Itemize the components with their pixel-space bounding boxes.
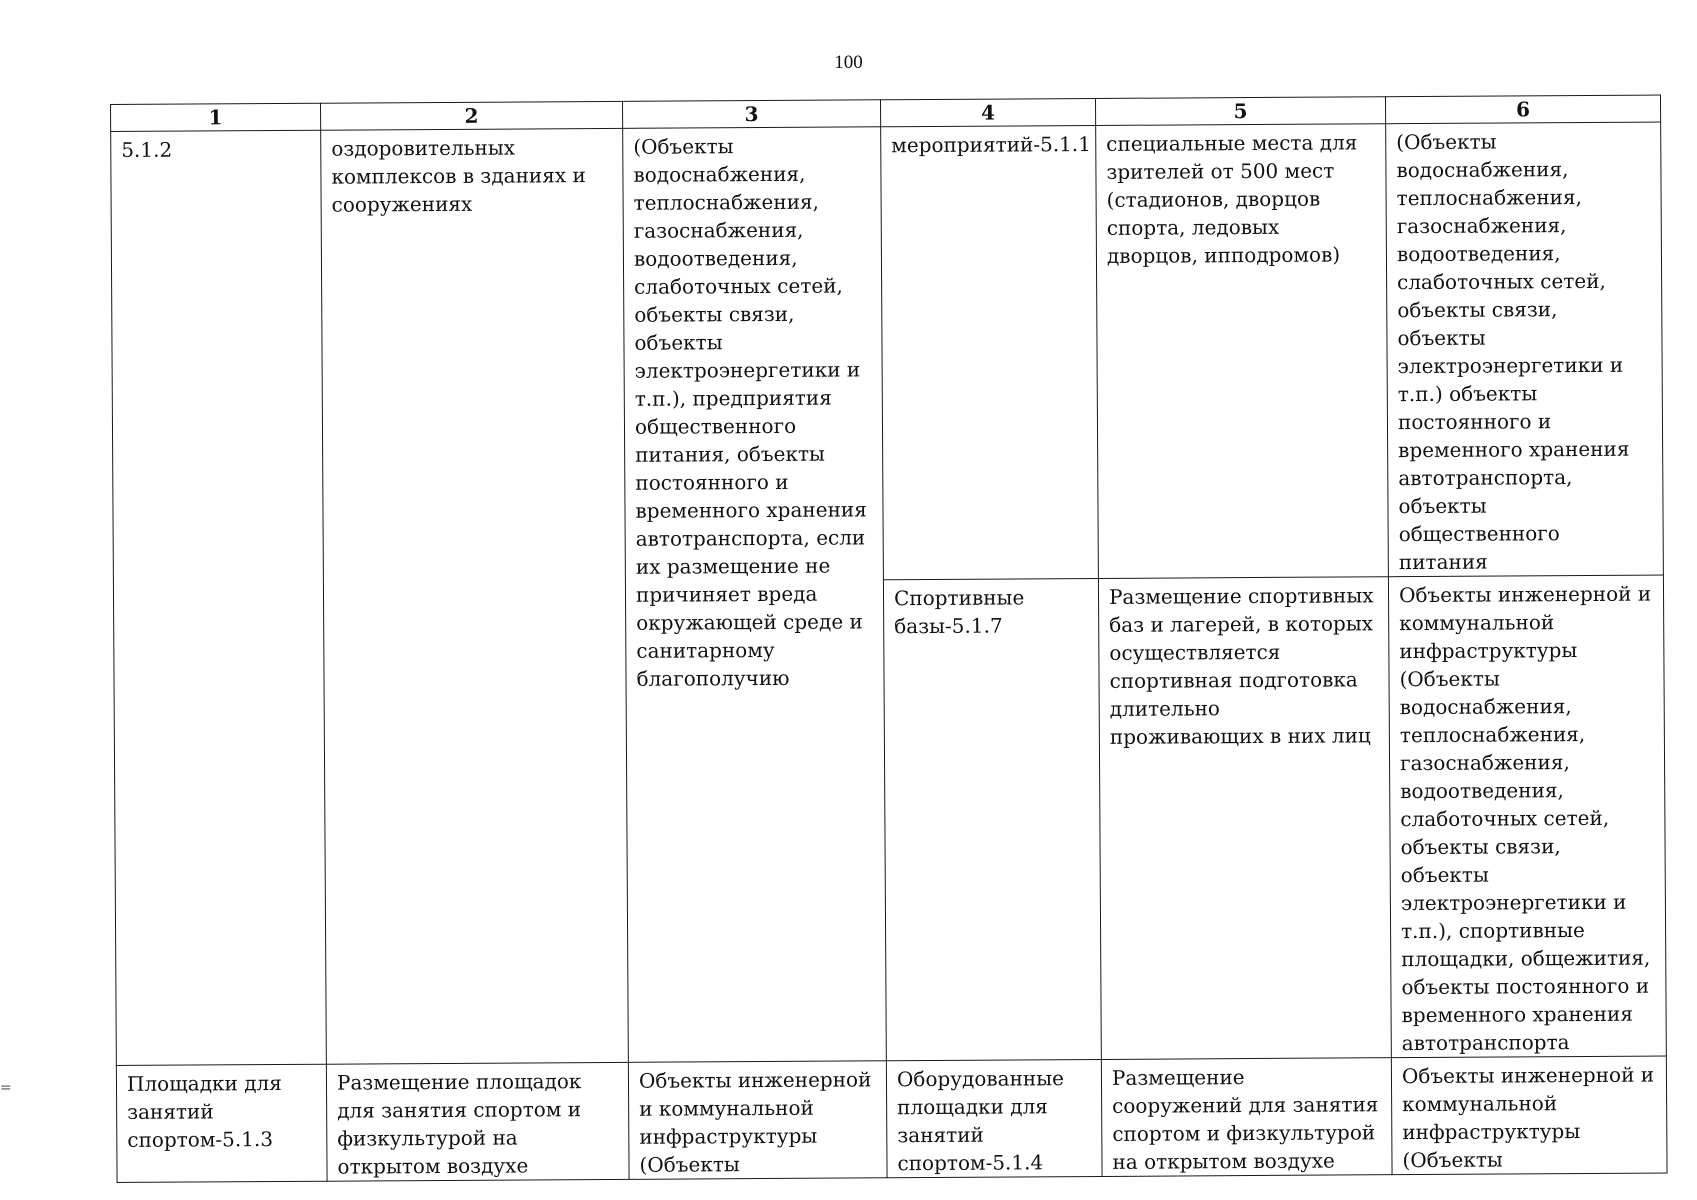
land-use-table [110,95,1668,1183]
cell-text: специальные места для зрителей от 500 мест (стадионов, дворцов спорта, ледовых дворцов, ипподромов) [1106,130,1358,268]
header-col-2: 2 [320,101,622,130]
table-cell [1098,577,1391,1060]
header-col-5: 5 [1095,97,1385,126]
header-col-1: 1 [111,103,321,131]
cell-text: Объекты инженерной и коммунальной инфраструктуры (Объекты водоснабжения, теплоснабжения, газоснабжения, водоотведения, слаботочных сетей, объекты связи, объекты электроэнергетики и т.п.), спортивные площадки, общежития, объекты постоянного и временного хранения автотранспорта [1398,581,1652,1056]
cell-text: Площадки для занятий спортом-5.1.3 [126,1070,282,1152]
page-number: 100 [834,52,863,73]
table-cell [111,130,327,1065]
cell-text: Объекты инженерной и коммунальной инфраструктуры (Объекты [1401,1062,1655,1173]
scan-edge-mark: = [0,1080,12,1096]
table-cell [881,125,1099,579]
table-cell [116,1064,327,1182]
cell-text: Размещение спортивных баз и лагерей, в которых осуществляется спортивная подготовка длительно проживающих в них лиц [1108,583,1374,749]
cell-text: Размещение площадок для занятия спортом и физкультурой на открытом воздухе [336,1069,582,1179]
table-cell [321,128,629,1064]
header-col-3: 3 [622,100,880,129]
cell-text: Оборудованные площадки для занятий спортом-5.1.4 [896,1066,1065,1176]
header-col-4: 4 [880,98,1095,126]
table-cell [1101,1058,1392,1177]
table-row [111,122,1664,584]
table-cell [1391,1056,1667,1175]
cell-text: Спортивные базы-5.1.7 [893,585,1025,639]
table-cell [628,1061,887,1180]
table-cell [623,127,887,1063]
table-cell [886,1059,1102,1177]
cell-text: (Объекты водоснабжения, теплоснабжения, газоснабжения, водоотведения, слаботочных сетей, объекты связи, объекты электроэнергетики и т.п.) объекты постоянного и временного хранения автотранспорта, объекты общественного питания [1396,129,1630,575]
land-use-table-container [110,95,1668,1183]
cell-text: Объекты инженерной и коммунальной инфраструктуры (Объекты [638,1067,872,1177]
table-row [116,1056,1667,1182]
cell-text: Размещение сооружений для занятия спортом и физкультурой на открытом воздухе [1111,1065,1379,1174]
table-cell [326,1062,629,1181]
cell-text: (Объекты водоснабжения, теплоснабжения, газоснабжения, водоотведения, слаботочных сетей, объекты связи, объекты электроэнергетики и т.п.), предприятия общественного питания, объекты постоянного и временного хранения автотранспорта, если их размещение не причиняет вреда окружающей среде и санитарному благополучию [633,134,867,691]
table-cell [1386,122,1664,577]
table-cell [1388,575,1666,1058]
cell-text: мероприятий-5.1.1 [891,132,1092,158]
cell-text: 5.1.2 [121,137,173,162]
table-cell [883,578,1101,1060]
table-cell [1096,124,1389,579]
header-col-6: 6 [1385,95,1660,124]
cell-text: оздоровительных комплексов в зданиях и сооружениях [331,135,586,217]
